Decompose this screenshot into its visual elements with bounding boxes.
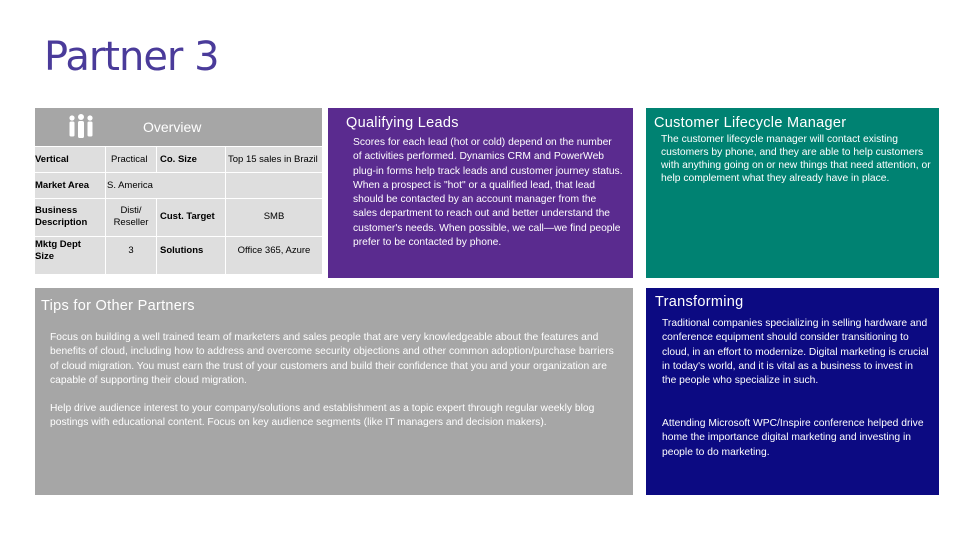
tips-panel (35, 288, 633, 495)
customer-lifecycle-title: Customer Lifecycle Manager (654, 115, 847, 131)
qualifying-leads-panel (328, 108, 633, 278)
row-value-solutions: Office 365, Azure (237, 245, 311, 256)
people-group-icon (66, 113, 96, 139)
row-label-mktg-dept-size: Mktg Dept Size (35, 239, 81, 262)
transforming-panel (646, 288, 939, 495)
row-value-mktg-dept-size: 3 (128, 245, 134, 256)
row-value-vertical: Practical (111, 154, 148, 165)
row-label-co-size: Co. Size (160, 154, 197, 165)
row-value-co-size: Top 15 sales in Brazil (228, 154, 318, 165)
qualifying-leads-title: Qualifying Leads (346, 115, 459, 131)
row-label-cust-target: Cust. Target (160, 211, 215, 222)
qualifying-leads-body: Scores for each lead (hot or cold) depend on the number of activities performed. Dynamics CRM and PowerWeb plug-in forms help track leads and customer journey status. When a prospect is "hot" or a qualified lead, that lead should be contacted by an account manager from the sales department to reach out and better understand the customer's needs. When possible, we call—we find people prefer to be contacted by phone. (353, 137, 623, 249)
row-label-business-description: Business Description (35, 205, 88, 228)
transforming-paragraph-1: Traditional companies specializing in selling hardware and conference equipment should consider transitioning to cloud, in an effort to modernize. Digital marketing is crucial in today's world, and it is vital as a business to invest in the people who specialize in such. (662, 318, 929, 387)
row-label-vertical: Vertical (35, 154, 69, 165)
customer-lifecycle-panel (646, 108, 939, 278)
overview-table (35, 147, 322, 274)
page-title: Partner 3 (44, 34, 219, 80)
tips-paragraph-1: Focus on building a well trained team of marketers and sales people that are very knowledgeable about the features and benefits of cloud, including how to address and overcome security objections and other common adoption/purchase barriers of cloud migration. You must earn the trust of your customers and build their confidence that you and your organization are capable of supporting their cloud migration. (50, 332, 614, 386)
overview-header (35, 108, 322, 146)
tips-paragraph-2: Help drive audience interest to your company/solutions and establishment as a topic expert through regular weekly blog postings with educational content. Focus on key audience segments (like IT managers and decision makers). (50, 403, 595, 429)
customer-lifecycle-body: The customer lifecycle manager will contact existing customers by phone, and they are able to help customers with anything going on or new things that need attention, or help complement what they already have in place. (661, 134, 931, 184)
row-label-solutions: Solutions (160, 245, 204, 256)
row-value-business-description: Disti/ Reseller (113, 205, 149, 228)
table-row (35, 173, 322, 198)
table-row (35, 237, 322, 274)
tips-title: Tips for Other Partners (41, 298, 195, 314)
row-value-market-area: S. America (107, 180, 153, 191)
row-value-cust-target: SMB (263, 211, 285, 222)
transforming-title: Transforming (655, 294, 744, 310)
table-row (35, 147, 322, 172)
row-label-market-area: Market Area (35, 180, 90, 191)
overview-title: Overview (143, 119, 202, 135)
transforming-paragraph-2: Attending Microsoft WPC/Inspire conference helped drive home the importance digital marketing and investing in people to do marketing. (662, 418, 924, 458)
table-row (35, 199, 322, 236)
